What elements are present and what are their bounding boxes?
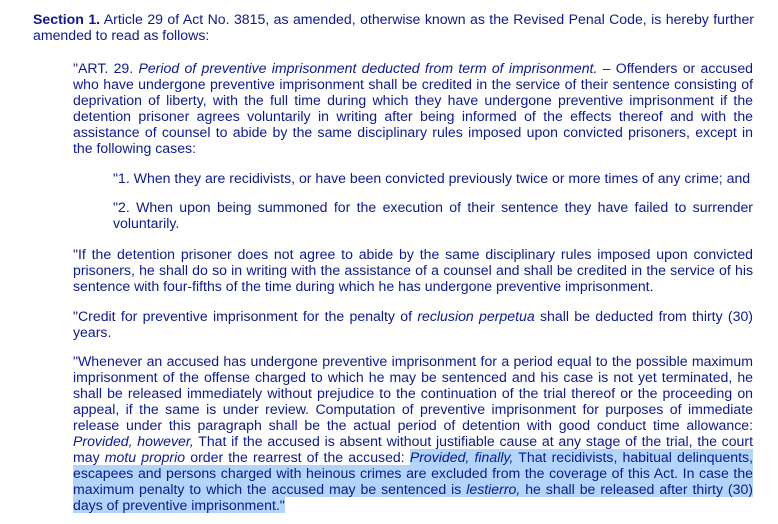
reclusion-perpetua-term: reclusion perpetua [417,308,535,324]
art-29-body: – Offenders or accused who have undergone preventive imprisonment shall be credited in the service of their sentence consisting of deprivation of liberty, with the full time during which they have undergone preventive imprisonment if the detention prisoner agrees voluntarily in writing after being informed of the effects thereof and with the assistance of counsel to abide by the same disciplinary rules imposed upon convicted prisoners, except in the following cases: [73,60,753,156]
proviso-however: Provided, however, [73,433,194,449]
whenever-paragraph [73,353,753,513]
section-text: Article 29 of Act No. 3815, as amended, otherwise known as the Revised Penal Code, is hereby further amended to read as follows: [33,11,755,43]
credit-before: "Credit for preventive imprisonment for the penalty of [73,308,418,324]
whenever-part-4: That recidivists, habitual delinquents, escapees and persons charged with heinous crimes are excluded from the coverage of this Act. In case the maximum penalty to which the accused may be sentenced is [73,449,754,497]
credit-paragraph [73,308,753,340]
proviso-finally: Provided, finally, [409,449,514,465]
disagree-paragraph: "If the detention prisoner does not agree to abide by the same disciplinary rules imposed upon convicted prisoners, he shall do so in writing with the assistance of a counsel and shall be credited in the service of his sentence with four-fifths of the time during which he has undergone preventive imprisonment. [73,246,753,294]
section-label: Section 1. [33,11,101,27]
art-29-title: Period of preventive imprisonment deducted from term of imprisonment. [138,60,598,76]
case-2-paragraph: "2. When upon being summoned for the execution of their sentence they have failed to surrender voluntarily. [113,199,753,231]
destierro-term: lestierro, [466,481,521,497]
credit-after: shall be deducted from thirty (30) years. [73,308,753,340]
art-29-prefix: "ART. 29. [73,60,139,76]
art-29-paragraph [73,60,753,156]
whenever-part-5: he shall be released after thirty (30) days of preventive imprisonment." [73,481,753,513]
section-1-paragraph [33,11,754,43]
whenever-part-3: order the rearrest of the accused: [185,449,410,465]
motu-proprio-term: motu proprio [104,449,186,465]
whenever-part-2: That if the accused is absent without justifiable cause at any stage of the trial, the court may [73,433,753,465]
case-1-paragraph: "1. When they are recidivists, or have been convicted previously twice or more times of any crime; and [113,170,751,186]
whenever-part-1: "Whenever an accused has undergone preventive imprisonment for a period equal to the possible maximum imprisonment of the offense charged to which he may be sentenced and his case is not yet terminated, he shall be released immediately without prejudice to the continuation of the trial thereof or the proceeding on appeal, if the same is under review. Computation of preventive imprisonment for purposes of immediate release under this paragraph shall be the actual period of detention with good conduct time allowance: [73,353,753,433]
